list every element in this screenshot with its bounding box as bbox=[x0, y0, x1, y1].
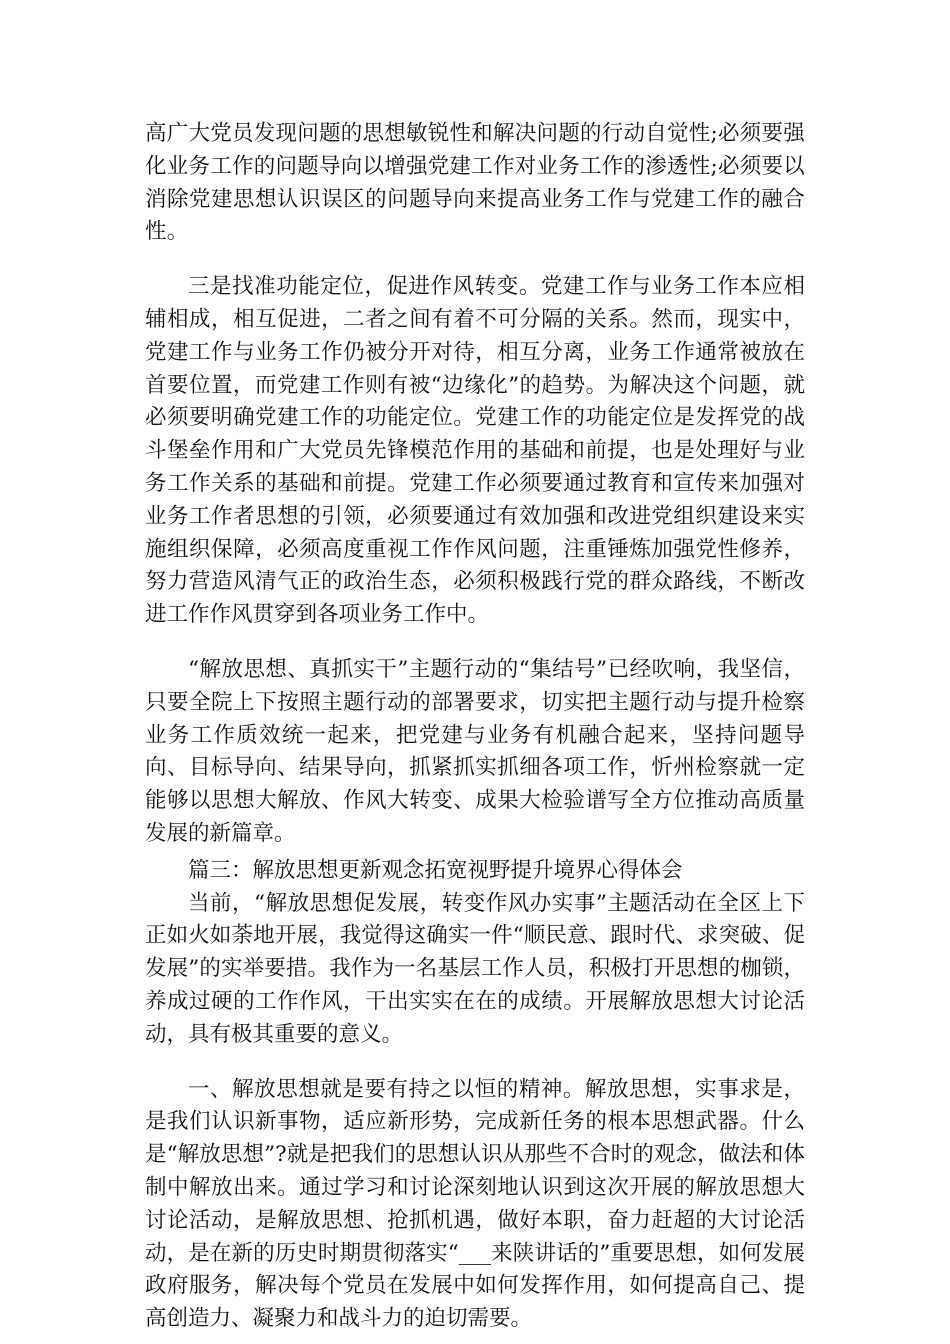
paragraph-continuation: 高广大党员发现问题的思想敏锐性和解决问题的行动自觉性;必须要强化业务工作的问题导向以增强党建工作对业务工作的渗透性;必须要以消除党建思想认识误区的问题导向来提高业务工作与党建工作的融合性。 bbox=[145, 121, 805, 245]
document-page bbox=[145, 118, 805, 1336]
section-heading: 篇三：解放思想更新观念拓宽视野提升境界心得体会 bbox=[188, 857, 683, 883]
paragraph-liberate-thinking: 一、解放思想就是要有持之以恒的精神。解放思想，实事求是，是我们认识新事物，适应新形势，完成新任务的根本思想武器。什么是“解放思想”?就是把我们的思想认识从那些不合时的观念，做法和体制中解放出来。通过学习和讨论深刻地认识到这次开展的解放思想大讨论活动，是解放思想、抢抓机遇，做好本职，奋力赶超的大讨论活动，是在新的历史时期贯彻落实“___来陕讲话的”重要思想，如何发展政府服务，解决每个党员在发展中如何发挥作用，如何提高自己、提高创造力、凝聚力和战斗力的迫切需要。 bbox=[145, 1076, 805, 1332]
paragraph-current-activity: 当前，“解放思想促发展，转变作风办实事”主题活动在全区上下正如火如荼地开展，我觉得这确实一件“顺民意、跟时代、求突破、促发展”的实举要措。我作为一名基层工作人员，积极打开思想的枷锁，养成过硬的工作作风，干出实实在在的成绩。开展解放思想大讨论活动，具有极其重要的意义。 bbox=[145, 890, 805, 1047]
paragraph-assembly-call: “解放思想、真抓实干”主题行动的“集结号”已经吹响，我坚信，只要全院上下按照主题行动的部署要求，切实把主题行动与提升检察业务工作质效统一起来，把党建与业务有机融合起来，坚持问题导向、目标导向、结果导向，抓紧抓实抓细各项工作，忻州检察就一定能够以思想大解放、作风大转变、成果大检验谱写全方位推动高质量发展的新篇章。 bbox=[145, 656, 805, 846]
paragraph-function-positioning: 三是找准功能定位，促进作风转变。党建工作与业务工作本应相辅相成，相互促进，二者之间有着不可分隔的关系。然而，现实中，党建工作与业务工作仍被分开对待，相互分离，业务工作通常被放在首要位置，而党建工作则有被“边缘化”的趋势。为解决这个问题，就必须要明确党建工作的功能定位。党建工作的功能定位是发挥党的战斗堡垒作用和广大党员先锋模范作用的基础和前提，也是处理好与业务工作关系的基础和前提。党建工作必须要通过教育和宣传来加强对业务工作者思想的引领，必须要通过有效加强和改进党组织建设来实施组织保障，必须高度重视工作作风问题，注重锤炼加强党性修养，努力营造风清气正的政治生态，必须积极践行党的群众路线，不断改进工作作风贯穿到各项业务工作中。 bbox=[145, 274, 805, 628]
